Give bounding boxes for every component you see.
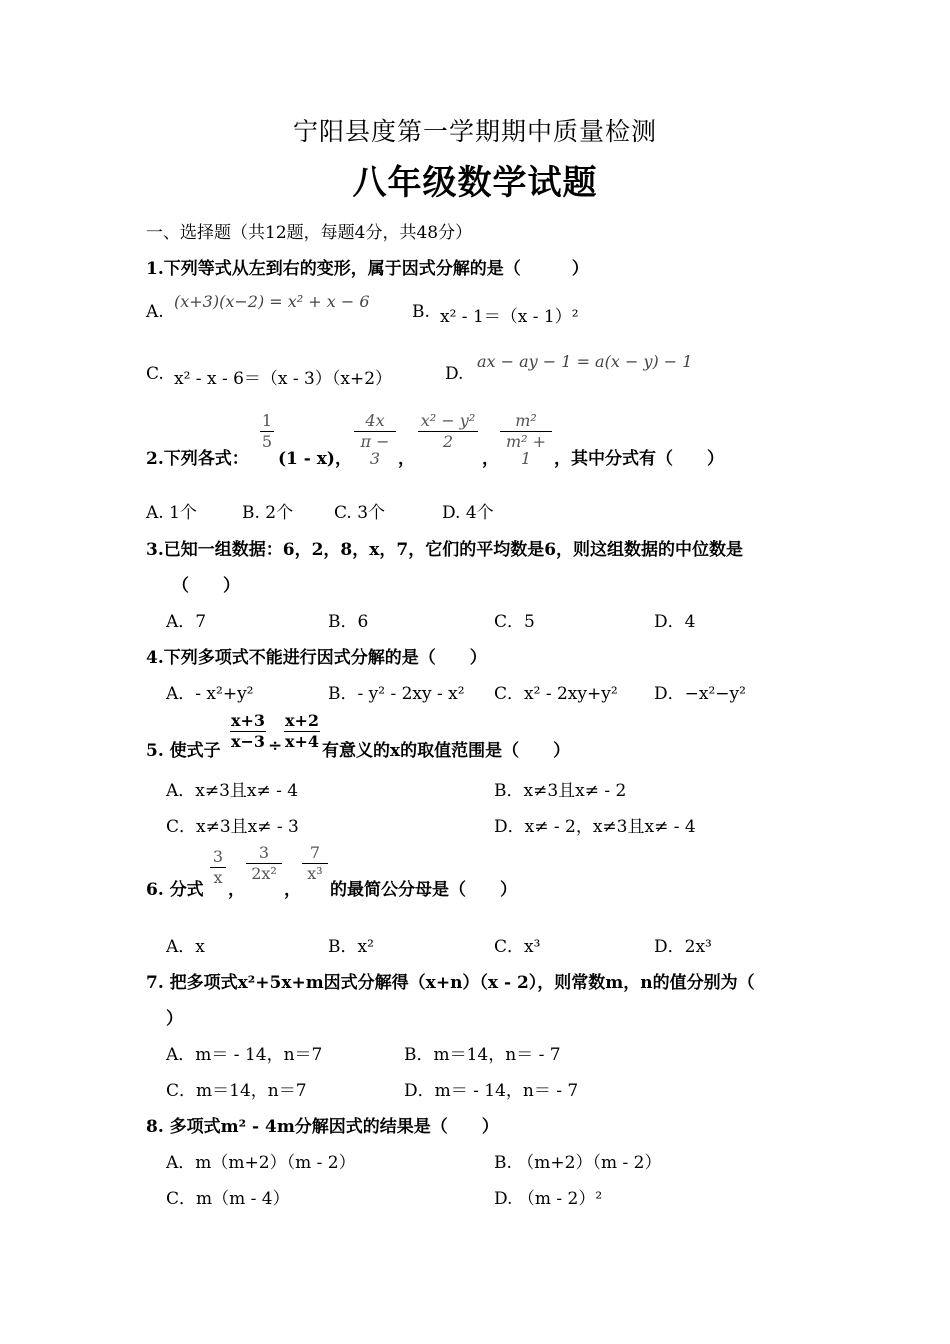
q7-option-d: D．m＝ - 14，n＝ - 7: [404, 1081, 579, 1101]
q2-f2-denominator: π − 3: [360, 431, 390, 469]
q6-fraction-2: [246, 844, 282, 882]
q6-f1-numerator: 3: [212, 847, 224, 866]
q2-f1-numerator: 1: [261, 411, 273, 430]
q6-f2-numerator: 3: [258, 843, 270, 862]
q6-sep-2: ，: [284, 880, 301, 900]
q2-f1-tail: (1 - x)，: [278, 449, 352, 469]
q2-f2-numerator: 4x: [365, 411, 385, 430]
q5-f2-numerator: x+2: [284, 711, 320, 730]
q5-option-d: D．x≠ - 2，x≠3且x≠ - 4: [494, 817, 696, 837]
q2-sep-1: ，: [398, 449, 415, 469]
q5-f1-numerator: x+3: [230, 711, 266, 730]
q7-stem-continued: ）: [166, 1009, 183, 1029]
q3-option-a: A．7: [166, 612, 207, 632]
q8-stem: 8. 多项式m² - 4m分解因式的结果是（ ）: [146, 1117, 499, 1137]
exam-subtitle: 八年级数学试题: [352, 163, 598, 203]
q1-option-d-label: D.: [445, 364, 464, 384]
q4-option-c: C．x² - 2xy+y²: [494, 684, 618, 704]
q2-option-a: A. 1个: [146, 503, 197, 523]
q2-prefix: 2.下列各式：: [146, 449, 249, 469]
q2-option-c: C. 3个: [334, 503, 386, 523]
q4-stem: 4.下列多项式不能进行因式分解的是（ ）: [146, 648, 487, 668]
q1-option-d-expr: ax − ay − 1 = a(x − y) − 1: [477, 352, 693, 371]
q1-option-a-label: A.: [146, 302, 164, 322]
q6-fraction-1: [210, 848, 226, 886]
q6-suffix: 的最简公分母是（ ）: [330, 880, 517, 900]
q2-fraction-3: [418, 412, 478, 450]
q7-option-c: C．m＝14，n＝7: [166, 1081, 307, 1101]
q4-option-d: D．−x²−y²: [654, 684, 746, 704]
section-heading: 一、选择题（共12题，每题4分，共48分）: [146, 223, 473, 243]
q6-f3-numerator: 7: [309, 843, 321, 862]
q5-fraction-1: [230, 712, 266, 750]
q5-f1-denominator: x−3: [230, 731, 266, 751]
q2-option-b: B. 2个: [242, 503, 294, 523]
q8-option-c: C．m（m - 4）: [166, 1189, 290, 1209]
q8-option-d: D. （m - 2）²: [494, 1189, 603, 1209]
q2-fraction-4: [500, 412, 552, 468]
q5-suffix: 有意义的x的取值范围是（ ）: [322, 741, 571, 761]
q1-option-c-expr: x² - x - 6＝（x - 3）（x+2）: [174, 369, 393, 389]
q6-f3-denominator: x³: [307, 863, 323, 883]
q5-prefix: 5. 使式子: [146, 741, 221, 761]
q2-sep-2: ，: [482, 449, 499, 469]
q3-option-b: B．6: [328, 612, 369, 632]
q3-option-c: C．5: [494, 612, 535, 632]
q5-option-b: B．x≠3且x≠ - 2: [494, 781, 627, 801]
q4-option-b: B．- y² - 2xy - x²: [328, 684, 465, 704]
exam-title: 宁阳县度第一学期期中质量检测: [292, 117, 657, 146]
q6-f2-denominator: 2x²: [251, 863, 277, 883]
q2-fraction-1: [260, 412, 274, 450]
q2-f3-denominator: 2: [442, 431, 454, 451]
q4-option-a: A．- x²+y²: [166, 684, 254, 704]
q6-prefix: 6. 分式: [146, 880, 204, 900]
q7-stem: 7. 把多项式x²+5x+m因式分解得（x+n）（x - 2），则常数m，n的值分别为（: [146, 973, 755, 993]
q6-f1-denominator: x: [213, 867, 223, 887]
q1-option-a-expr: (x+3)(x−2) = x² + x − 6: [174, 292, 370, 311]
q1-option-b-expr: x² - 1＝（x - 1）²: [440, 307, 579, 327]
q2-f1-denominator: 5: [261, 431, 273, 451]
q3-stem-continued: （ ）: [172, 576, 240, 596]
q2-f4-denominator: m² + 1: [505, 431, 547, 469]
q1-option-b-label: B.: [412, 302, 430, 322]
q6-option-c: C．x³: [494, 937, 541, 957]
q6-option-a: A．x: [166, 937, 205, 957]
q7-option-b: B．m＝14，n＝ - 7: [404, 1045, 561, 1065]
q3-option-d: D．4: [654, 612, 696, 632]
q5-f2-denominator: x+4: [284, 731, 320, 751]
q2-suffix: ，其中分式有（ ）: [554, 449, 724, 469]
q7-option-a: A．m＝ - 14，n＝7: [166, 1045, 323, 1065]
q8-option-a: A．m（m+2）（m - 2）: [166, 1153, 356, 1173]
q5-option-c: C．x≠3且x≠ - 3: [166, 817, 299, 837]
q6-option-d: D．2x³: [654, 937, 712, 957]
q6-sep-1: ，: [228, 880, 245, 900]
q6-fraction-3: [302, 844, 328, 882]
q6-option-b: B．x²: [328, 937, 374, 957]
q1-stem: 1.下列等式从左到右的变形，属于因式分解的是（ ）: [146, 259, 589, 279]
q2-option-d: D. 4个: [442, 503, 494, 523]
q3-stem: 3.已知一组数据：6，2，8，x，7，它们的平均数是6，则这组数据的中位数是: [146, 540, 744, 560]
q8-option-b: B. （m+2）（m - 2）: [494, 1153, 662, 1173]
q5-option-a: A．x≠3且x≠ - 4: [166, 781, 299, 801]
q5-fraction-2: [284, 712, 320, 750]
q1-option-c-label: C.: [146, 364, 164, 384]
q2-f4-numerator: m²: [515, 411, 537, 430]
q5-operator: ÷: [268, 736, 283, 756]
q2-fraction-2: [354, 412, 396, 468]
q2-f3-numerator: x² − y²: [420, 411, 476, 430]
